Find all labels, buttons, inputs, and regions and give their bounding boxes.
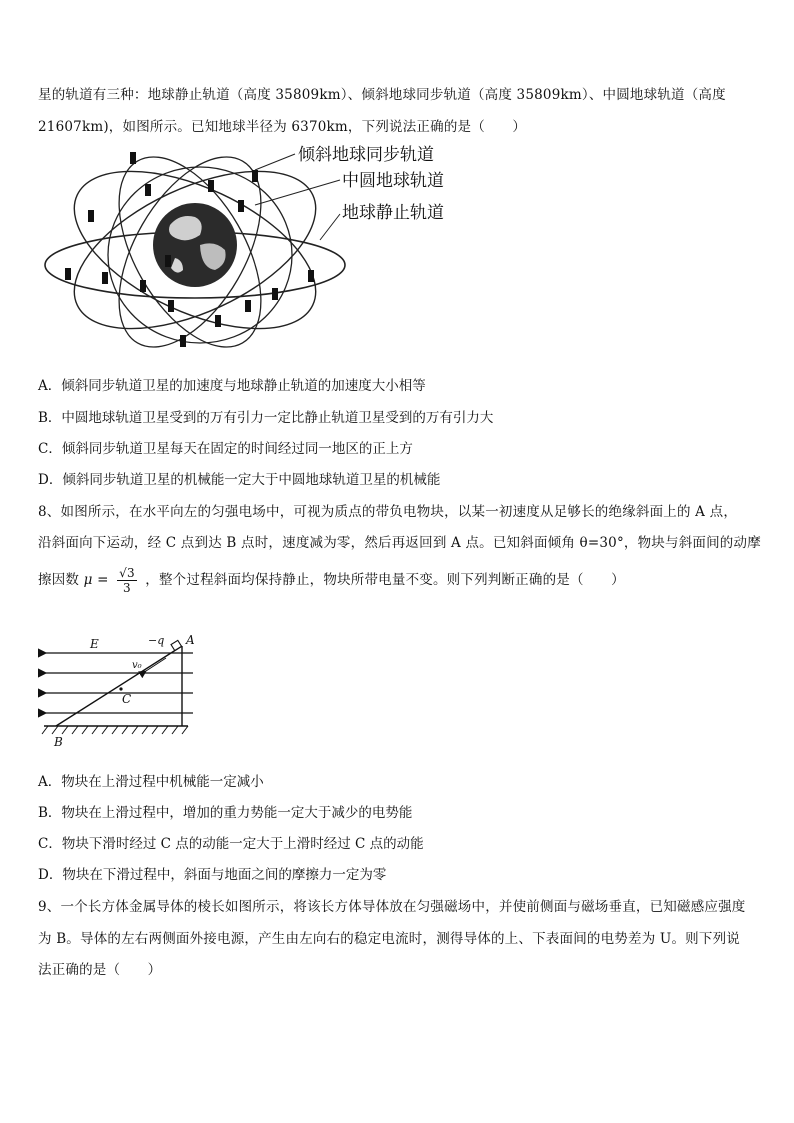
label-v0: v₀	[132, 660, 142, 671]
label-geo-orbit: 地球静止轨道	[342, 203, 444, 223]
label-b: B	[54, 735, 63, 749]
charged-block	[171, 640, 181, 650]
label-c: C	[122, 692, 132, 706]
satellite	[102, 272, 108, 284]
q7-stem-line2: 21607km)，如图所示。已知地球半径为 6370km，下列说法正确的是（ ）	[38, 119, 527, 135]
satellite	[272, 288, 278, 300]
q8-stem-line1: 8、如图所示，在水平向左的匀强电场中，可视为质点的带负电物块，以某一初速度从足够长的绝缘斜面上的 A 点，	[38, 504, 738, 520]
label-medium-orbit: 中圆地球轨道	[342, 171, 444, 191]
velocity-arrow	[146, 658, 166, 671]
leader-line	[320, 214, 340, 240]
earth	[153, 203, 237, 287]
incline-diagram	[38, 628, 198, 750]
satellite	[140, 280, 146, 292]
q8-option-d: D．物块在下滑过程中，斜面与地面之间的摩擦力一定为零	[38, 867, 387, 883]
label-e: E	[90, 637, 99, 651]
satellite	[208, 180, 214, 192]
satellite	[168, 300, 174, 312]
point-c	[119, 687, 122, 690]
q8-stem-line3	[38, 566, 625, 595]
q8-stem-line3-pre: 擦因数	[38, 572, 80, 588]
q8-option-c: C．物块下滑时经过 C 点的动能一定大于上滑时经过 C 点的动能	[38, 836, 424, 852]
q7-option-c: C．倾斜同步轨道卫星每天在固定的时间经过同一地区的正上方	[38, 441, 413, 457]
satellite	[252, 170, 258, 182]
q7-option-d: D．倾斜同步轨道卫星的机械能一定大于中圆地球轨道卫星的机械能	[38, 472, 441, 488]
q8-option-a: A．物块在上滑过程中机械能一定减小	[38, 774, 264, 790]
mu-symbol: μ =	[83, 572, 109, 588]
q7-option-b: B．中圆地球轨道卫星受到的万有引力一定比静止轨道卫星受到的万有引力大	[38, 410, 494, 426]
satellite	[180, 335, 186, 347]
satellite	[145, 184, 151, 196]
label-inclined-orbit: 倾斜地球同步轨道	[298, 145, 434, 165]
satellite	[308, 270, 314, 282]
q9-stem-line2: 为 B。导体的左右两侧面外接电源，产生由左向右的稳定电流时，测得导体的上、下表面间的电势差为 U。则下列说	[38, 931, 740, 947]
mu-fraction	[117, 566, 137, 595]
leader-line	[255, 180, 340, 205]
q7-stem-line1: 星的轨道有三种：地球静止轨道（高度 35809km）、倾斜地球同步轨道（高度 35809km）、中圆地球轨道（高度	[38, 87, 726, 103]
q9-stem-line3: 法正确的是（ ）	[38, 962, 162, 978]
q8-stem-line3-post: ，整个过程斜面均保持静止，物块所带电量不变。则下列判断正确的是（ ）	[145, 572, 625, 588]
satellite	[245, 300, 251, 312]
q8-option-b: B．物块在上滑过程中，增加的重力势能一定大于减少的电势能	[38, 805, 413, 821]
satellite	[238, 200, 244, 212]
satellite	[65, 268, 71, 280]
incline-surface	[56, 646, 182, 726]
satellite	[215, 315, 221, 327]
satellite	[130, 152, 136, 164]
q9-stem-line1: 9、一个长方体金属导体的棱长如图所示，将该长方体导体放在匀强磁场中，并使前侧面与磁场垂直，已知磁感应强度	[38, 899, 746, 915]
ground-hatching	[42, 726, 188, 734]
mu-numerator: √3	[119, 566, 135, 580]
leader-line	[255, 154, 295, 170]
label-charge: −q	[148, 634, 165, 647]
satellite	[88, 210, 94, 222]
label-a: A	[186, 633, 195, 647]
orbit-diagram	[40, 140, 480, 360]
satellite	[165, 255, 171, 267]
q8-stem-line2: 沿斜面向下运动，经 C 点到达 B 点时，速度减为零，然后再返回到 A 点。已知斜面倾角 θ=30°，物块与斜面间的动摩	[38, 535, 761, 551]
q7-option-a: A．倾斜同步轨道卫星的加速度与地球静止轨道的加速度大小相等	[38, 378, 426, 394]
mu-denominator: 3	[123, 581, 131, 595]
